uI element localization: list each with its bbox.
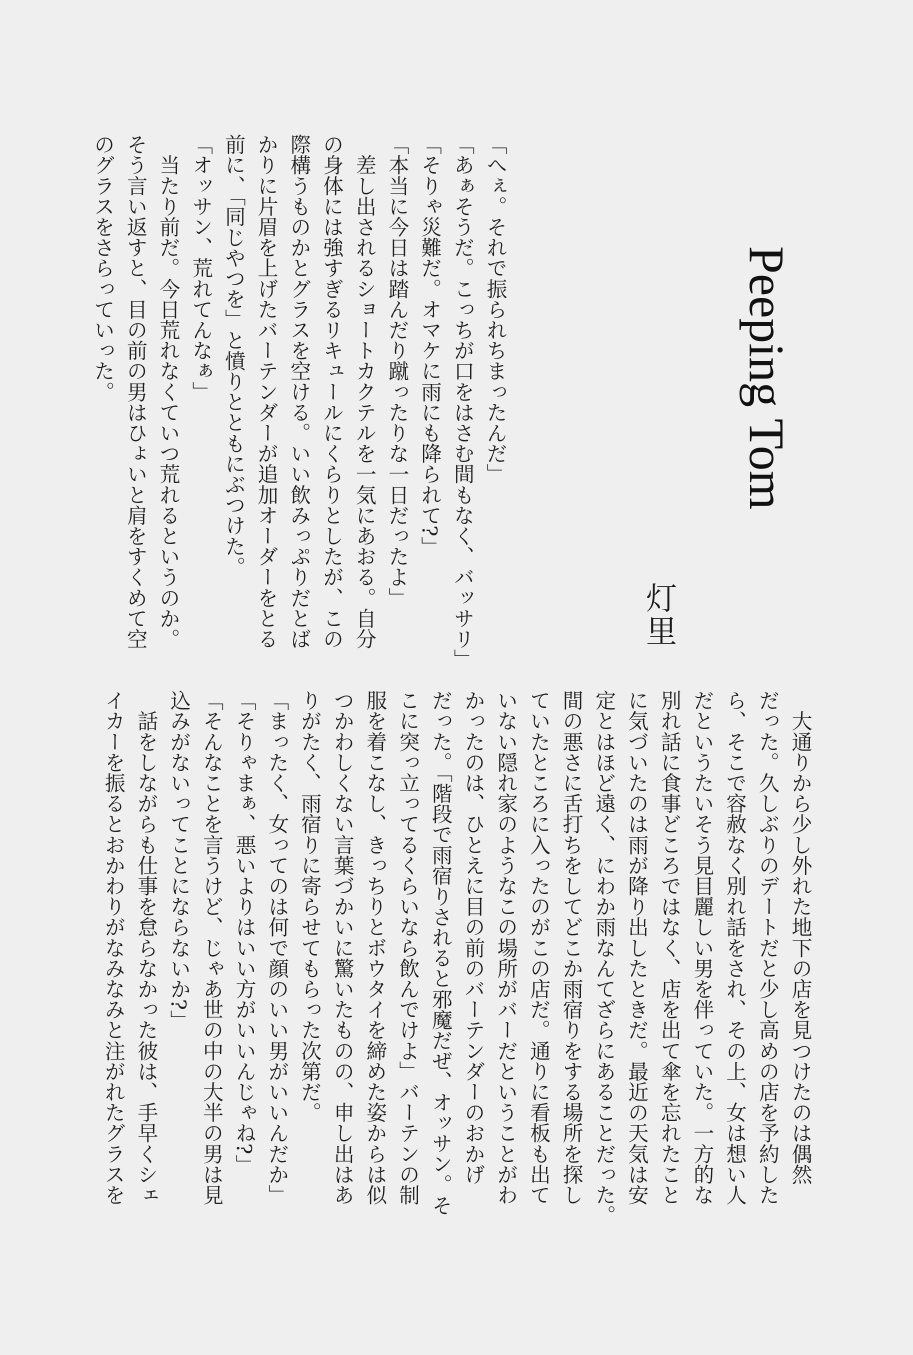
text-line: イカーを振るとおかわりがなみなみと注がれたグラスを: [101, 690, 126, 1205]
text-line: 「オッサン、荒れてんなぁ」: [188, 134, 213, 402]
text-line: 服を着こなし、きっちりとボウタイを締めた姿からは似: [362, 690, 387, 1205]
text-line: 「そりゃ災難だ。オマケに雨にも降られて?」: [417, 134, 442, 558]
text-line: ら、そこで容赦なく別れ話をされ、その上、女は想い人: [722, 690, 747, 1205]
text-line: 当たり前だ。今日荒れなくていつ荒れるというのか。: [155, 134, 180, 649]
text-line: 「そんなことを言うけど、じゃあ世の中の大半の男は見: [199, 690, 224, 1205]
text-line: 差し出されるショートカクテルを一気にあおる。自分: [352, 134, 377, 649]
text-line: 「あぁそうだ。こっちが口をはさむ間もなく、バッサリ」: [450, 134, 475, 670]
text-line: つかわしくない言葉づかいに驚いたものの、申し出はあ: [330, 690, 355, 1205]
text-line: だった。「階段で雨宿りされると邪魔だぜ、オッサン。そ: [428, 690, 453, 1216]
narrative-text-block: [97, 690, 816, 1226]
story-title: Peeping Tom: [739, 246, 795, 510]
text-line: 「そりゃまぁ、悪いよりはいい方がいいんじゃね?」: [232, 690, 257, 1175]
text-line: 際構うものかとグラスを空ける。いい飲みっぷりだとば: [286, 134, 311, 649]
text-line: 話をしながらも仕事を怠らなかった彼は、手早くシェ: [133, 690, 158, 1205]
author-name: 灯里: [640, 582, 676, 648]
text-line: の身体には強すぎるリキュールにくらりとしたが、この: [319, 134, 344, 649]
text-line: だった。久しぶりのデートだと少し高めの店を予約した: [755, 690, 780, 1205]
text-line: 込みがないってことにならないか?」: [166, 690, 191, 1031]
text-line: 別れ話に食事どころではなく、店を出て傘を忘れたこと: [657, 690, 682, 1205]
text-line: 「まったく、女ってのは何で顔のいい男がいいんだか」: [264, 690, 289, 1205]
text-line: 前に、「同じやつを」と憤りとともにぶつけた。: [221, 134, 246, 577]
text-line: ていたところに入ったのがこの店だ。通りに看板も出て: [526, 690, 551, 1205]
text-line: こに突っ立ってるくらいなら飲んでけよ」バーテンの制: [395, 690, 420, 1205]
text-line: かりに片眉を上げたバーテンダーが追加オーダーをとる: [254, 134, 279, 649]
text-line: いない隠れ家のようなこの場所がバーだということがわ: [493, 690, 518, 1205]
text-line: そう言い返すと、目の前の男はひょいと肩をすくめて空: [123, 134, 148, 649]
text-line: 「本当に今日は踏んだり蹴ったりな一日だったよ」: [384, 134, 409, 608]
text-line: のグラスをさらっていった。: [90, 134, 115, 402]
text-line: だというたいそう見目麗しい男を伴っていた。一方的な: [689, 690, 714, 1205]
dialog-text-block: [86, 134, 511, 670]
text-line: 「へぇ。それで振られちまったんだ」: [483, 134, 507, 485]
text-line: りがたく、雨宿りに寄らせてもらった次第だ。: [297, 690, 322, 1123]
text-line: に気づいたのは雨が降り出したときだ。最近の天気は安: [624, 690, 649, 1205]
text-line: かったのは、ひとえに目の前のバーテンダーのおかげ: [460, 690, 485, 1185]
text-line: 大通りから少し外れた地下の店を見つけたのは偶然: [788, 690, 812, 1185]
text-line: 定とはほど遠く、にわか雨なんてざらにあることだった。: [591, 690, 616, 1226]
text-line: 間の悪さに舌打ちをしてどこか雨宿りをする場所を探し: [559, 690, 584, 1205]
